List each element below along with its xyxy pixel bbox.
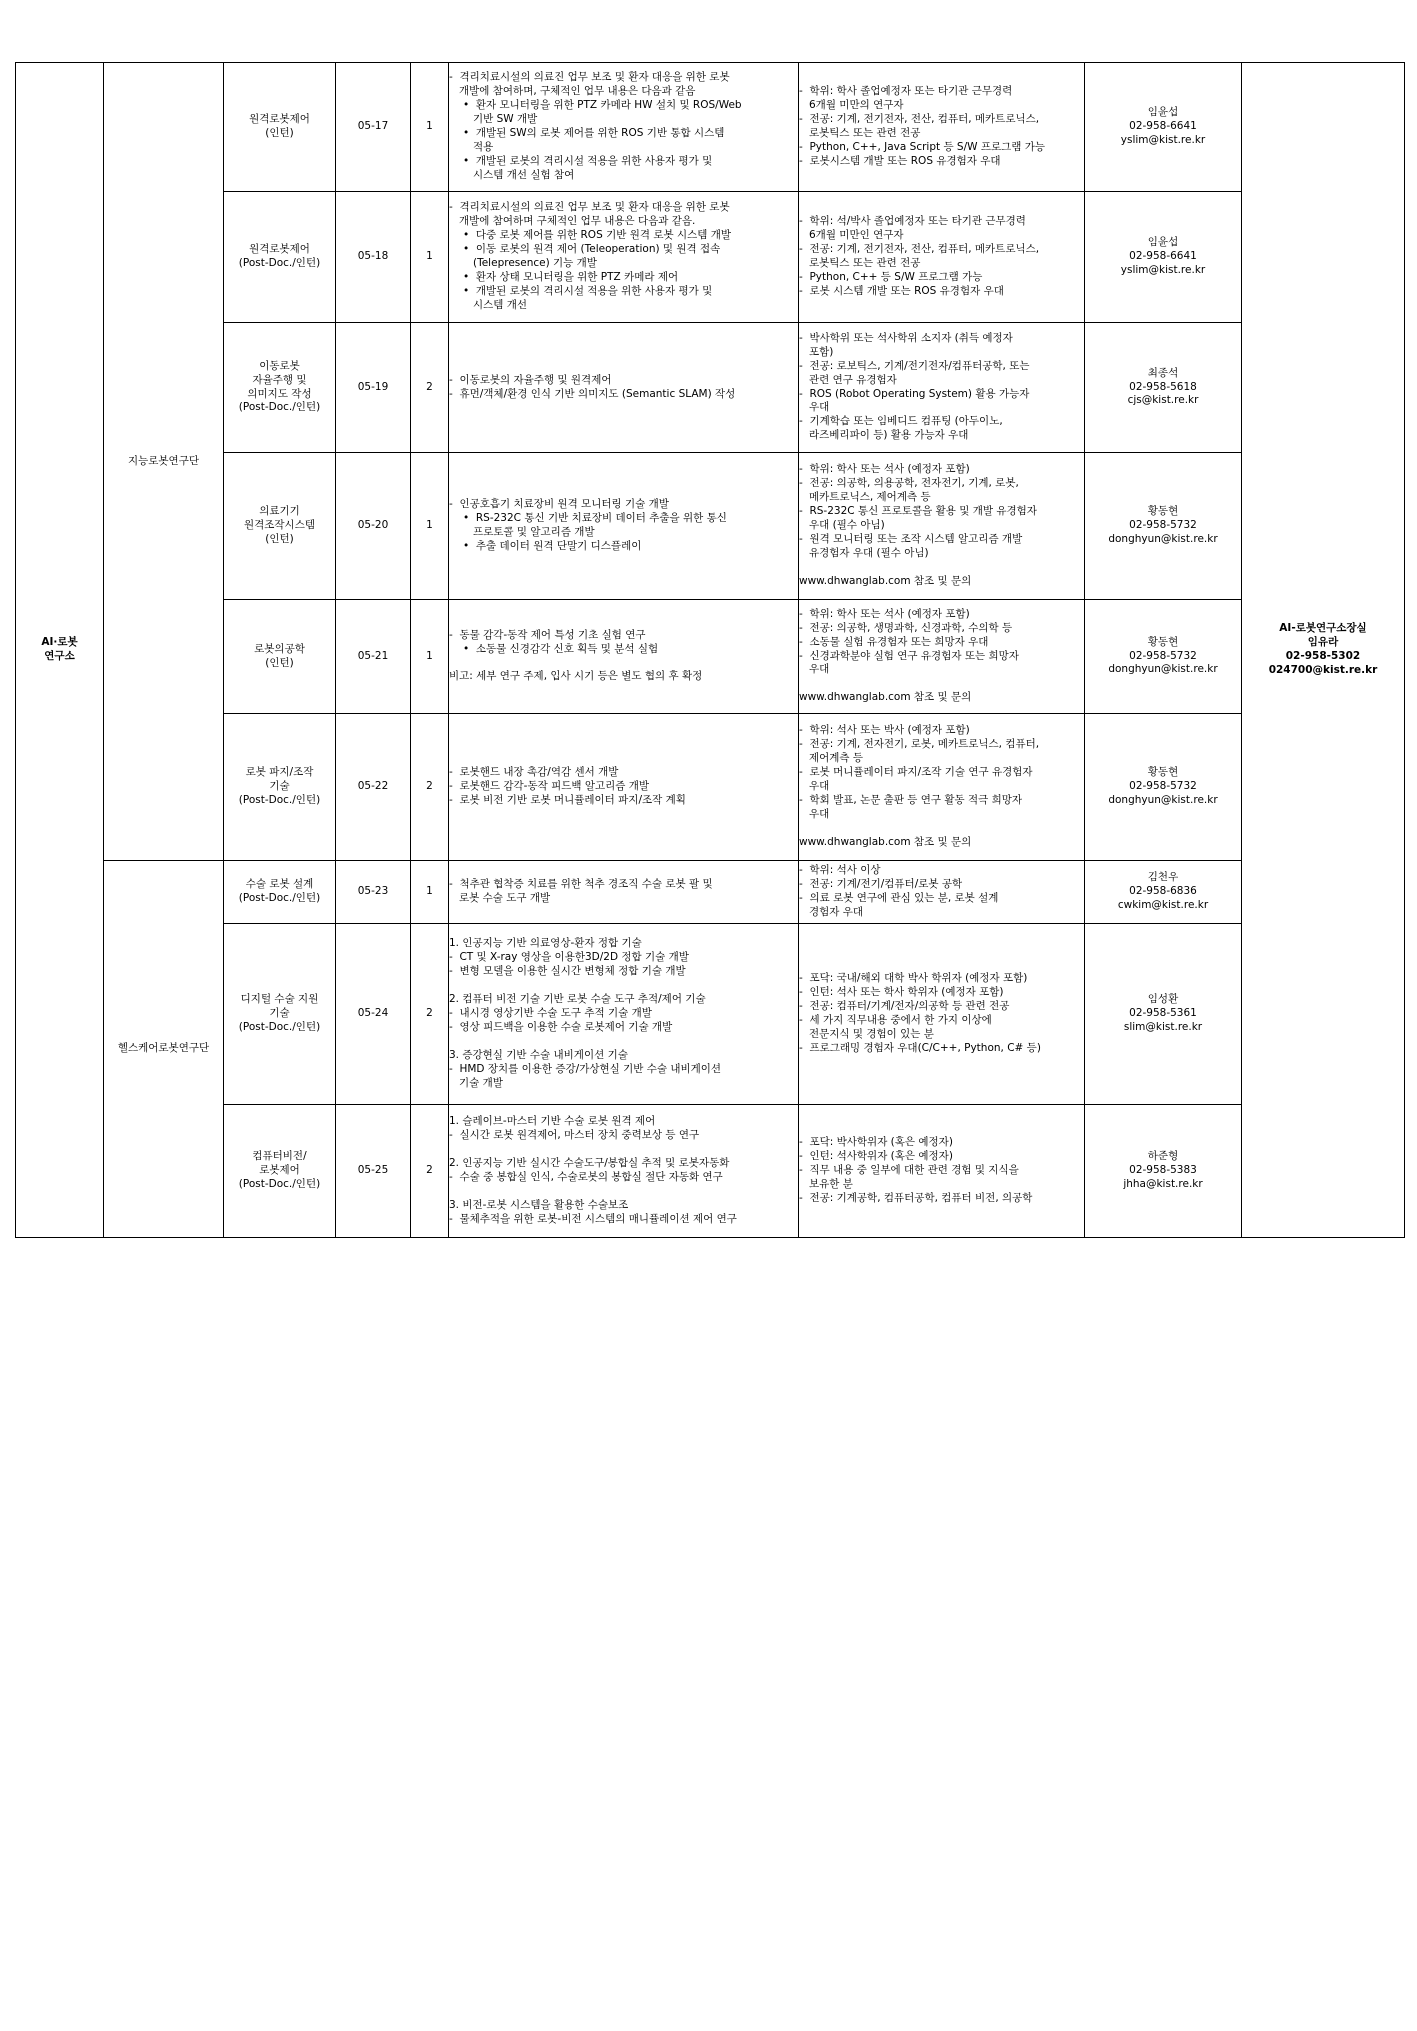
qualification-line: - ROS (Robot Operating System) 활용 가능자 xyxy=(799,387,1030,400)
contact-line: yslim@kist.re.kr xyxy=(1120,133,1206,146)
job-description-line: 1. 슬레이브-마스터 기반 수술 로봇 원격 제어 xyxy=(449,1115,656,1128)
contact-line: cwkim@kist.re.kr xyxy=(1117,898,1209,911)
qualification-line: - 학위: 학사 졸업예정자 또는 타기관 근무경력 xyxy=(799,85,1013,98)
qualification-line: 우대 (필수 아님) xyxy=(809,519,885,531)
qualification-line: - 로봇 머니퓰레이터 파지/조작 기술 연구 유경험자 xyxy=(799,766,1033,779)
position-code: 05-23 xyxy=(336,861,411,924)
field-name-line: (인턴) xyxy=(265,127,294,139)
contact-line: 02-958-5732 xyxy=(1129,780,1197,793)
job-description-line: • 환자 모니터링을 위한 PTZ 카메라 HW 설치 및 ROS/Web xyxy=(463,99,742,112)
qualification-line: - 소동물 실험 유경험자 또는 희망자 우대 xyxy=(799,635,989,648)
field-name-line: 디지털 수술 지원 xyxy=(240,993,319,1006)
qualification-cell xyxy=(799,63,1085,192)
job-description-line: 로봇 수술 도구 개발 xyxy=(459,892,551,904)
job-description-line: 기술 개발 xyxy=(459,1076,503,1089)
job-description-line: 2. 인공지능 기반 실시간 수술도구/봉합실 추적 및 로봇자동화 xyxy=(449,1157,730,1170)
qualification-line: - 전공: 로보틱스, 기계/전기전자/컴퓨터공학, 또는 xyxy=(799,359,1030,372)
job-description-line: 프로토콜 및 알고리즘 개발 xyxy=(473,526,595,538)
job-description-line: - 로봇핸드 내장 촉감/역감 센서 개발 xyxy=(449,766,619,779)
contact-line: 02-958-5361 xyxy=(1129,1007,1197,1020)
division-cell xyxy=(104,63,224,861)
contact-line: 02-958-5383 xyxy=(1129,1164,1197,1177)
job-description-line: - 이동로봇의 자율주행 및 원격제어 xyxy=(449,373,612,386)
qualification-line: 라즈베리파이 등) 활용 가능자 우대 xyxy=(809,429,969,442)
field-cell xyxy=(224,714,336,861)
qualification-line: - RS-232C 통신 프로토콜을 활용 및 개발 유경험자 xyxy=(799,505,1037,518)
job-description-line: • 소동물 신경감각 신호 획득 및 분석 실험 xyxy=(463,642,659,655)
qualification-line: - 학위: 학사 또는 석사 (예정자 포함) xyxy=(799,607,970,620)
field-name-line: 기술 xyxy=(269,1007,290,1020)
field-name-line: 로봇의공학 xyxy=(254,642,305,655)
job-description-line: (Telepresence) 기능 개발 xyxy=(473,257,597,269)
qualification-line: 메카트로닉스, 제어계측 등 xyxy=(809,491,931,504)
job-description-line: - 척추관 협착증 치료를 위한 척추 경조직 수술 로봇 팔 및 xyxy=(449,878,713,891)
recruitment-table xyxy=(15,62,1405,1238)
contact-line: 하준형 xyxy=(1147,1150,1179,1163)
qualification-line: - 원격 모니터링 또는 조작 시스템 알고리즘 개발 xyxy=(799,532,1023,545)
headcount: 1 xyxy=(411,453,449,600)
job-description-line: • 개발된 SW의 로봇 제어를 위한 ROS 기반 통합 시스템 xyxy=(463,127,725,139)
qualification-line: - 전공: 기계공학, 컴퓨터공학, 컴퓨터 비전, 의공학 xyxy=(799,1191,1033,1204)
qualification-cell xyxy=(799,453,1085,600)
qualification-line: - 전공: 컴퓨터/기계/전자/의공학 등 관련 전공 xyxy=(799,1000,1010,1013)
field-cell xyxy=(224,1105,336,1238)
contact-line: 황동현 xyxy=(1147,635,1179,648)
headcount: 1 xyxy=(411,63,449,192)
qualification-line: - Python, C++, Java Script 등 S/W 프로그램 가능 xyxy=(799,140,1046,153)
contact-cell xyxy=(1085,453,1242,600)
job-description-line: • 환자 상태 모니터링을 위한 PTZ 카메라 제어 xyxy=(463,270,679,283)
qualification-cell xyxy=(799,192,1085,323)
qualification-cell xyxy=(799,924,1085,1105)
qualification-line: 전문지식 및 경험이 있는 분 xyxy=(809,1027,934,1040)
division-name: 헬스케어로봇연구단 xyxy=(117,1042,210,1055)
institute-contact-line: 임유라 xyxy=(1307,636,1339,649)
job-description-line: 1. 인공지능 기반 의료영상-환자 정합 기술 xyxy=(449,937,642,950)
headcount: 1 xyxy=(411,192,449,323)
qualification-cell xyxy=(799,1105,1085,1238)
job-description-line: 3. 증강현실 기반 수술 내비게이션 기술 xyxy=(449,1048,628,1061)
job-description-line: - 물체추적을 위한 로봇-비전 시스템의 매니퓰레이션 제어 연구 xyxy=(449,1212,737,1225)
contact-line: 02-958-5618 xyxy=(1129,380,1197,393)
contact-line: 02-958-6641 xyxy=(1129,120,1197,133)
job-description-line: - 영상 피드백을 이용한 수술 로봇제어 기술 개발 xyxy=(449,1020,673,1033)
qualification-line: 6개월 미만의 연구자 xyxy=(809,99,904,112)
field-name-line: 로봇 파지/조작 xyxy=(245,766,314,779)
job-description-cell xyxy=(449,714,799,861)
qualification-line xyxy=(799,561,1084,575)
job-description-line: - 격리치료시설의 의료진 업무 보조 및 환자 대응을 위한 로봇 xyxy=(449,201,730,214)
job-description-line: 비고: 세부 연구 주제, 입사 시기 등은 별도 협의 후 확정 xyxy=(449,670,703,683)
position-code: 05-25 xyxy=(336,1105,411,1238)
job-description-line: 시스템 개선 실험 참여 xyxy=(473,168,575,181)
job-description-line: - 실시간 로봇 원격제어, 마스터 장치 중력보상 등 연구 xyxy=(449,1129,700,1142)
job-description-line: 개발에 참여하며, 구체적인 업무 내용은 다음과 같음 xyxy=(459,85,696,98)
contact-line: 임윤섭 xyxy=(1147,236,1179,249)
job-description-line: 기반 SW 개발 xyxy=(473,113,538,126)
contact-line: cjs@kist.re.kr xyxy=(1127,394,1199,407)
contact-line: donghyun@kist.re.kr xyxy=(1108,663,1218,676)
job-description-line: 시스템 개선 xyxy=(473,298,528,311)
headcount: 1 xyxy=(411,600,449,714)
contact-line: 황동현 xyxy=(1147,766,1179,779)
job-description-line xyxy=(449,1035,798,1049)
contact-cell xyxy=(1085,861,1242,924)
field-name-line: (인턴) xyxy=(265,656,294,669)
qualification-line: - 전공: 기계, 전기전자, 전산, 컴퓨터, 메카트로닉스, xyxy=(799,243,1040,256)
job-description-line: - CT 및 X-ray 영상을 이용한3D/2D 정합 기술 개발 xyxy=(449,951,689,964)
field-name-line: 로봇제어 xyxy=(259,1164,300,1177)
contact-cell xyxy=(1085,714,1242,861)
qualification-cell xyxy=(799,861,1085,924)
field-name-line: (Post-Doc./인턴) xyxy=(238,1020,321,1033)
job-description-line: - HMD 장치를 이용한 증강/가상현실 기반 수술 내비게이션 xyxy=(449,1062,722,1075)
contact-line: 02-958-5732 xyxy=(1129,519,1197,532)
qualification-line: - 전공: 의공학, 의용공학, 전자전기, 기계, 로봇, xyxy=(799,477,1019,490)
position-code: 05-21 xyxy=(336,600,411,714)
contact-line: donghyun@kist.re.kr xyxy=(1108,532,1218,545)
qualification-line: - 포닥: 국내/해외 대학 박사 학위자 (예정자 포함) xyxy=(799,972,1028,985)
contact-line: slim@kist.re.kr xyxy=(1123,1020,1203,1033)
contact-line: 임성환 xyxy=(1147,993,1179,1006)
job-description-line: 개발에 참여하며 구체적인 업무 내용은 다음과 같음. xyxy=(459,215,696,228)
contact-line: 02-958-6836 xyxy=(1129,885,1197,898)
contact-line: 황동현 xyxy=(1147,505,1179,518)
qualification-line: - 인턴: 석사학위자 (혹은 예정자) xyxy=(799,1150,953,1163)
position-code: 05-18 xyxy=(336,192,411,323)
job-description-line: - 격리치료시설의 의료진 업무 보조 및 환자 대응을 위한 로봇 xyxy=(449,71,730,84)
table-row xyxy=(16,323,1405,453)
job-description-cell xyxy=(449,924,799,1105)
field-name-line: 원격로봇제어 xyxy=(249,243,310,256)
field-name-line: (Post-Doc./인턴) xyxy=(238,793,321,806)
qualification-line: 유경험자 우대 (필수 아님) xyxy=(809,546,929,559)
job-description-line: • 추출 데이터 원격 단말기 디스플레이 xyxy=(463,539,642,552)
position-code: 05-17 xyxy=(336,63,411,192)
job-description-line: • 개발된 로봇의 격리시설 적용을 위한 사용자 평가 및 xyxy=(463,284,713,297)
contact-line: 임윤섭 xyxy=(1147,106,1179,119)
job-description-cell xyxy=(449,63,799,192)
contact-cell xyxy=(1085,192,1242,323)
qualification-line: 우대 xyxy=(809,807,830,820)
field-name-line: (Post-Doc./인턴) xyxy=(238,892,321,904)
job-description-cell xyxy=(449,192,799,323)
field-name-line: 원격조작시스템 xyxy=(243,519,315,532)
contact-line: 02-958-6641 xyxy=(1129,250,1197,263)
field-cell xyxy=(224,63,336,192)
qualification-cell xyxy=(799,714,1085,861)
qualification-line: 경험자 우대 xyxy=(809,905,864,918)
qualification-line xyxy=(799,677,1084,691)
job-description-line xyxy=(449,656,798,670)
contact-cell xyxy=(1085,63,1242,192)
contact-cell xyxy=(1085,924,1242,1105)
institute-cell xyxy=(16,63,104,1238)
table-row xyxy=(16,192,1405,323)
qualification-line: - 기계학습 또는 임베디드 컴퓨팅 (아두이노, xyxy=(799,415,1003,428)
field-name-line: 원격로봇제어 xyxy=(249,113,310,126)
headcount: 2 xyxy=(411,323,449,453)
field-name-line: (Post-Doc./인턴) xyxy=(238,401,321,414)
field-name-line: (Post-Doc./인턴) xyxy=(238,1177,321,1190)
qualification-line: 우대 xyxy=(809,663,830,676)
qualification-line: www.dhwanglab.com 참조 및 문의 xyxy=(799,691,972,704)
position-code: 05-19 xyxy=(336,323,411,453)
qualification-line: - 프로그래밍 경험자 우대(C/C++, Python, C# 등) xyxy=(799,1041,1041,1054)
qualification-line: - 학위: 석/박사 졸업예정자 또는 타기관 근무경력 xyxy=(799,215,1026,228)
field-name-line: 컴퓨터비전/ xyxy=(252,1150,307,1163)
contact-line: jhha@kist.re.kr xyxy=(1123,1177,1203,1190)
job-description-cell xyxy=(449,1105,799,1238)
job-description-line: • 다중 로봇 제어를 위한 ROS 기반 원격 로봇 시스템 개발 xyxy=(463,229,731,242)
qualification-line: - 직무 내용 중 일부에 대한 관련 경험 및 지식을 xyxy=(799,1164,1019,1177)
job-description-line: - 변형 모델을 이용한 실시간 변형체 정합 기술 개발 xyxy=(449,965,686,978)
qualification-line: 우대 xyxy=(809,401,830,414)
position-code: 05-22 xyxy=(336,714,411,861)
job-description-line xyxy=(449,1185,798,1199)
job-description-line: 적용 xyxy=(473,140,494,153)
job-description-line: • RS-232C 통신 기반 치료장비 데이터 추출을 위한 통신 xyxy=(463,512,727,525)
job-description-cell xyxy=(449,861,799,924)
qualification-line: 보유한 분 xyxy=(809,1177,853,1190)
institute-contact-line: AI-로봇연구소장실 xyxy=(1279,622,1367,635)
field-name-line: 이동로봇 xyxy=(259,359,300,372)
qualification-line: - 학회 발표, 논문 출판 등 연구 활동 적극 희망자 xyxy=(799,793,1023,806)
field-name-line: 의미지도 작성 xyxy=(247,387,312,400)
qualification-line: - 전공: 의공학, 생명과학, 신경과학, 수의학 등 xyxy=(799,621,1013,634)
contact-line: 02-958-5732 xyxy=(1129,649,1197,662)
job-description-line: • 이동 로봇의 원격 제어 (Teleoperation) 및 원격 접속 xyxy=(463,243,721,256)
field-cell xyxy=(224,861,336,924)
qualification-line: 우대 xyxy=(809,780,830,792)
field-name-line: 수술 로봇 설계 xyxy=(245,878,314,891)
job-description-line: - 로봇 비전 기반 로봇 머니퓰레이터 파지/조작 계획 xyxy=(449,793,686,806)
qualification-line: - 의료 로봇 연구에 관심 있는 분, 로봇 설계 xyxy=(799,892,999,904)
qualification-line: - 전공: 기계, 전자전기, 로봇, 메카트로닉스, 컴퓨터, xyxy=(799,738,1040,751)
qualification-line: - 학위: 석사 이상 xyxy=(799,864,881,877)
qualification-line: - 인턴: 석사 또는 학사 학위자 (예정자 포함) xyxy=(799,986,1004,999)
job-description-line: 3. 비전-로봇 시스템을 활용한 수술보조 xyxy=(449,1198,629,1211)
table-row xyxy=(16,714,1405,861)
field-name-line: (인턴) xyxy=(265,532,294,545)
job-description-line: - 내시경 영상기반 수술 도구 추적 기술 개발 xyxy=(449,1007,652,1020)
job-description-line: - 수술 중 봉합실 인식, 수술로봇의 봉합실 절단 자동화 연구 xyxy=(449,1171,723,1183)
field-cell xyxy=(224,323,336,453)
job-description-cell xyxy=(449,600,799,714)
job-description-line: - 동물 감각-동작 제어 특성 기초 실험 연구 xyxy=(449,628,646,641)
qualification-line: 제어계측 등 xyxy=(809,752,864,765)
qualification-line: - 전공: 기계/전기/컴퓨터/로봇 공학 xyxy=(799,878,963,891)
field-name-line: (Post-Doc./인턴) xyxy=(238,257,321,269)
qualification-line: www.dhwanglab.com 참조 및 문의 xyxy=(799,835,972,848)
qualification-line: - 학위: 학사 또는 석사 (예정자 포함) xyxy=(799,463,970,476)
table-row xyxy=(16,924,1405,1105)
qualification-line xyxy=(799,822,1084,836)
qualification-line: - 로봇시스템 개발 또는 ROS 유경험자 우대 xyxy=(799,154,1001,167)
qualification-line: - 박사학위 또는 석사학위 소지자 (취득 예정자 xyxy=(799,331,1013,344)
field-name-line: 기술 xyxy=(269,780,290,793)
contact-cell xyxy=(1085,323,1242,453)
contact-cell xyxy=(1085,600,1242,714)
qualification-line: 로봇틱스 또는 관련 전공 xyxy=(809,257,921,269)
qualification-line: - 학위: 석사 또는 박사 (예정자 포함) xyxy=(799,724,970,737)
qualification-cell xyxy=(799,600,1085,714)
field-name-line: 자율주행 및 xyxy=(252,373,307,386)
division-name: 지능로봇연구단 xyxy=(127,454,199,467)
job-description-line: - 휴먼/객체/환경 인식 기반 의미지도 (Semantic SLAM) 작성 xyxy=(449,387,736,400)
table-row xyxy=(16,1105,1405,1238)
qualification-cell xyxy=(799,323,1085,453)
table-row xyxy=(16,600,1405,714)
institute-contact-line: 02-958-5302 xyxy=(1285,650,1361,662)
qualification-line: www.dhwanglab.com 참조 및 문의 xyxy=(799,574,972,587)
qualification-line: - 전공: 기계, 전기전자, 전산, 컴퓨터, 메카트로닉스, xyxy=(799,113,1040,126)
headcount: 2 xyxy=(411,924,449,1105)
field-cell xyxy=(224,600,336,714)
qualification-line: 로봇틱스 또는 관련 전공 xyxy=(809,127,921,139)
table-row xyxy=(16,861,1405,924)
qualification-line: - 로봇 시스템 개발 또는 ROS 유경험자 우대 xyxy=(799,284,1004,297)
field-cell xyxy=(224,192,336,323)
job-description-line: - 인공호흡기 치료장비 원격 모니터링 기술 개발 xyxy=(449,498,669,511)
job-description-cell xyxy=(449,453,799,600)
contact-line: 최종석 xyxy=(1147,366,1179,379)
qualification-line: 관련 연구 유경험자 xyxy=(809,373,897,386)
table-row xyxy=(16,63,1405,192)
field-name-line: 의료기기 xyxy=(259,505,300,518)
contact-cell xyxy=(1085,1105,1242,1238)
job-description-line xyxy=(449,1143,798,1157)
headcount: 1 xyxy=(411,861,449,924)
field-cell xyxy=(224,924,336,1105)
position-code: 05-20 xyxy=(336,453,411,600)
division-cell xyxy=(104,861,224,1238)
headcount: 2 xyxy=(411,1105,449,1238)
recruitment-table-page xyxy=(15,62,1404,1238)
institute-name-line: 연구소 xyxy=(44,650,75,662)
job-description-cell xyxy=(449,323,799,453)
table-row xyxy=(16,453,1405,600)
qualification-line: 6개월 미만인 연구자 xyxy=(809,229,904,242)
job-description-line xyxy=(449,979,798,993)
job-description-line: 2. 컴퓨터 비전 기술 기반 로봇 수술 도구 추적/제어 기술 xyxy=(449,993,706,1006)
contact-line: donghyun@kist.re.kr xyxy=(1108,793,1218,806)
contact-line: 김천우 xyxy=(1147,871,1179,884)
qualification-line: - Python, C++ 등 S/W 프로그램 가능 xyxy=(799,270,983,283)
qualification-line: - 세 가지 직무내용 중에서 한 가지 이상에 xyxy=(799,1014,992,1026)
position-code: 05-24 xyxy=(336,924,411,1105)
qualification-line: - 신경과학분야 실험 연구 유경험자 또는 희망자 xyxy=(799,649,1019,662)
institute-contact-cell xyxy=(1242,63,1405,1238)
institute-contact-line: 024700@kist.re.kr xyxy=(1268,663,1378,676)
job-description-line: - 로봇핸드 감각-동작 피드백 알고리즘 개발 xyxy=(449,780,650,793)
contact-line: yslim@kist.re.kr xyxy=(1120,263,1206,276)
field-cell xyxy=(224,453,336,600)
qualification-line: 포함) xyxy=(809,345,834,358)
headcount: 2 xyxy=(411,714,449,861)
qualification-line: - 포닥: 박사학위자 (혹은 예정자) xyxy=(799,1136,953,1149)
job-description-line: • 개발된 로봇의 격리시설 적용을 위한 사용자 평가 및 xyxy=(463,154,713,167)
institute-name-line: AI·로봇 xyxy=(41,636,78,649)
